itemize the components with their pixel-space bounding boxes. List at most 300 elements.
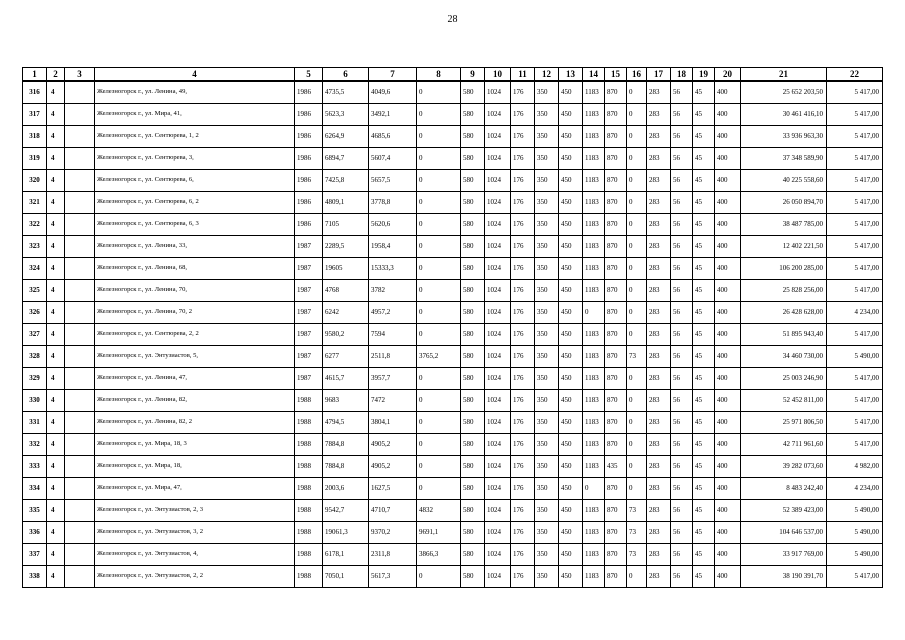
table-cell: 870	[605, 236, 627, 258]
table-cell: 4809,1	[323, 192, 369, 214]
table-cell: 56	[671, 258, 693, 280]
table-cell: 1627,5	[369, 478, 417, 500]
address-cell: Железногорск г., ул. Ленина, 33,	[95, 236, 295, 258]
table-cell: 4	[47, 236, 65, 258]
table-body	[23, 81, 883, 588]
address-cell: Железногорск г., ул. Энтузиастов, 4,	[95, 544, 295, 566]
table-cell: 1183	[583, 148, 605, 170]
table-cell: 1987	[295, 236, 323, 258]
table-cell: 0	[417, 148, 461, 170]
table-cell: 0	[627, 126, 647, 148]
table-row	[23, 390, 883, 412]
table-cell: 350	[535, 214, 559, 236]
table-cell: 870	[605, 126, 627, 148]
table-cell: 1987	[295, 346, 323, 368]
table-cell: 33 936 963,30	[741, 126, 827, 148]
table-cell: 1987	[295, 258, 323, 280]
address-cell: Железногорск г., ул. Ленина, 47,	[95, 368, 295, 390]
table-cell: 176	[511, 544, 535, 566]
table-cell: 450	[559, 280, 583, 302]
table-cell: 40 225 558,60	[741, 170, 827, 192]
table-cell: 4 234,00	[827, 302, 883, 324]
table-cell: 0	[627, 192, 647, 214]
table-cell: 176	[511, 522, 535, 544]
table-cell	[65, 478, 95, 500]
table-cell: 7884,8	[323, 456, 369, 478]
column-header-11: 11	[511, 68, 535, 82]
table-cell: 283	[647, 148, 671, 170]
table-cell: 176	[511, 368, 535, 390]
table-cell: 1024	[485, 324, 511, 346]
column-header-5: 5	[295, 68, 323, 82]
table-cell: 4	[47, 126, 65, 148]
table-cell: 0	[627, 302, 647, 324]
table-cell: 56	[671, 192, 693, 214]
table-cell: 0	[417, 302, 461, 324]
table-cell: 0	[627, 170, 647, 192]
table-cell: 1024	[485, 126, 511, 148]
table-cell: 0	[627, 104, 647, 126]
table-cell: 1024	[485, 236, 511, 258]
table-cell: 56	[671, 456, 693, 478]
table-cell: 1183	[583, 81, 605, 104]
table-cell: 6242	[323, 302, 369, 324]
table-cell: 4957,2	[369, 302, 417, 324]
table-cell: 56	[671, 390, 693, 412]
table-cell: 1986	[295, 104, 323, 126]
column-header-17: 17	[647, 68, 671, 82]
table-cell: 56	[671, 280, 693, 302]
table-cell: 7594	[369, 324, 417, 346]
table-cell: 6178,1	[323, 544, 369, 566]
table-cell: 1183	[583, 258, 605, 280]
table-cell: 580	[461, 324, 485, 346]
table-cell: 56	[671, 478, 693, 500]
table-cell: 870	[605, 104, 627, 126]
table-cell: 1986	[295, 81, 323, 104]
table-cell: 1988	[295, 500, 323, 522]
table-cell: 400	[715, 368, 741, 390]
table-cell	[65, 302, 95, 324]
table-cell: 580	[461, 500, 485, 522]
table-cell: 1988	[295, 522, 323, 544]
table-cell: 6277	[323, 346, 369, 368]
column-header-9: 9	[461, 68, 485, 82]
table-cell: 870	[605, 170, 627, 192]
table-cell: 7472	[369, 390, 417, 412]
table-cell: 400	[715, 280, 741, 302]
table-cell: 176	[511, 566, 535, 588]
table-cell: 870	[605, 302, 627, 324]
table-cell: 283	[647, 434, 671, 456]
table-cell	[65, 522, 95, 544]
table-cell: 5 490,00	[827, 522, 883, 544]
table-row	[23, 104, 883, 126]
table-cell: 350	[535, 258, 559, 280]
table-cell: 1988	[295, 544, 323, 566]
table-cell: 4	[47, 302, 65, 324]
table-cell: 1024	[485, 500, 511, 522]
table-cell: 5 417,00	[827, 324, 883, 346]
table-cell: 337	[23, 544, 47, 566]
table-cell: 450	[559, 478, 583, 500]
table-cell: 176	[511, 412, 535, 434]
table-cell: 4	[47, 258, 65, 280]
table-cell: 325	[23, 280, 47, 302]
table-cell: 26 428 628,00	[741, 302, 827, 324]
table-cell: 5620,6	[369, 214, 417, 236]
table-cell: 56	[671, 104, 693, 126]
table-cell: 5 417,00	[827, 170, 883, 192]
table-cell: 435	[605, 456, 627, 478]
table-cell: 6264,9	[323, 126, 369, 148]
address-cell: Железногорск г., ул. Энтузиастов, 2, 2	[95, 566, 295, 588]
table-cell: 7105	[323, 214, 369, 236]
table-cell: 34 460 730,00	[741, 346, 827, 368]
table-cell: 283	[647, 478, 671, 500]
table-cell: 4	[47, 192, 65, 214]
table-cell: 324	[23, 258, 47, 280]
table-cell: 338	[23, 566, 47, 588]
table-cell: 4	[47, 544, 65, 566]
table-cell: 580	[461, 104, 485, 126]
table-cell: 1987	[295, 324, 323, 346]
table-cell: 0	[417, 412, 461, 434]
table-cell	[65, 104, 95, 126]
table-cell	[65, 368, 95, 390]
table-cell	[65, 280, 95, 302]
table-cell: 580	[461, 214, 485, 236]
table-cell: 30 461 416,10	[741, 104, 827, 126]
table-cell: 1988	[295, 390, 323, 412]
table-cell: 25 652 203,50	[741, 81, 827, 104]
table-cell: 0	[417, 368, 461, 390]
table-cell: 450	[559, 390, 583, 412]
table-cell	[65, 214, 95, 236]
address-cell: Железногорск г., ул. Ленина, 70, 2	[95, 302, 295, 324]
table-cell: 450	[559, 214, 583, 236]
table-cell: 1958,4	[369, 236, 417, 258]
table-cell: 4	[47, 478, 65, 500]
table-cell: 350	[535, 566, 559, 588]
address-cell: Железногорск г., ул. Энтузиастов, 2, 3	[95, 500, 295, 522]
table-cell	[65, 346, 95, 368]
table-cell: 1183	[583, 236, 605, 258]
table-cell: 176	[511, 302, 535, 324]
table-cell: 350	[535, 500, 559, 522]
table-cell: 0	[627, 478, 647, 500]
table-cell: 1986	[295, 214, 323, 236]
table-cell	[65, 81, 95, 104]
table-cell: 870	[605, 280, 627, 302]
table-cell: 1988	[295, 434, 323, 456]
table-cell: 333	[23, 456, 47, 478]
table-cell: 5657,5	[369, 170, 417, 192]
table-cell: 450	[559, 368, 583, 390]
table-cell: 1183	[583, 456, 605, 478]
table-cell: 5617,3	[369, 566, 417, 588]
table-cell: 870	[605, 192, 627, 214]
table-cell: 1988	[295, 478, 323, 500]
table-cell: 283	[647, 368, 671, 390]
table-cell: 4	[47, 412, 65, 434]
table-cell: 283	[647, 214, 671, 236]
table-row	[23, 280, 883, 302]
table-cell: 4 982,00	[827, 456, 883, 478]
table-cell: 0	[627, 214, 647, 236]
table-cell: 0	[583, 302, 605, 324]
table-cell: 4	[47, 456, 65, 478]
table-cell: 1024	[485, 566, 511, 588]
table-cell: 580	[461, 192, 485, 214]
table-cell: 283	[647, 104, 671, 126]
column-header-14: 14	[583, 68, 605, 82]
table-cell: 1024	[485, 522, 511, 544]
table-cell: 56	[671, 544, 693, 566]
table-cell: 0	[417, 126, 461, 148]
column-header-15: 15	[605, 68, 627, 82]
table-cell: 870	[605, 522, 627, 544]
table-row	[23, 456, 883, 478]
table-cell: 4	[47, 500, 65, 522]
table-cell: 870	[605, 566, 627, 588]
address-cell: Железногорск г., ул. Ленина, 82, 2	[95, 412, 295, 434]
table-cell: 319	[23, 148, 47, 170]
table-cell: 0	[627, 412, 647, 434]
table-row	[23, 148, 883, 170]
table-cell: 450	[559, 324, 583, 346]
table-cell: 1183	[583, 104, 605, 126]
column-header-1: 1	[23, 68, 47, 82]
table-cell: 1183	[583, 368, 605, 390]
table-cell: 1024	[485, 412, 511, 434]
table-cell: 450	[559, 456, 583, 478]
column-header-6: 6	[323, 68, 369, 82]
table-cell: 4	[47, 368, 65, 390]
table-cell: 350	[535, 412, 559, 434]
table-cell: 283	[647, 170, 671, 192]
table-cell: 328	[23, 346, 47, 368]
table-cell: 0	[417, 104, 461, 126]
column-header-19: 19	[693, 68, 715, 82]
table-cell: 1183	[583, 500, 605, 522]
table-cell: 316	[23, 81, 47, 104]
table-cell: 8 483 242,40	[741, 478, 827, 500]
table-cell: 45	[693, 346, 715, 368]
table-cell: 7425,8	[323, 170, 369, 192]
table-row	[23, 214, 883, 236]
table-cell: 321	[23, 192, 47, 214]
table-cell: 38 487 785,00	[741, 214, 827, 236]
table-cell: 350	[535, 280, 559, 302]
column-header-20: 20	[715, 68, 741, 82]
table-cell: 580	[461, 390, 485, 412]
table-cell: 350	[535, 192, 559, 214]
table-cell: 4710,7	[369, 500, 417, 522]
table-cell: 450	[559, 170, 583, 192]
column-header-12: 12	[535, 68, 559, 82]
table-cell: 45	[693, 81, 715, 104]
table-cell: 400	[715, 192, 741, 214]
table-cell: 176	[511, 390, 535, 412]
table-cell: 37 348 589,90	[741, 148, 827, 170]
table-cell: 4768	[323, 280, 369, 302]
table-cell: 73	[627, 522, 647, 544]
table-cell	[65, 500, 95, 522]
table-cell: 283	[647, 81, 671, 104]
table-cell: 5 417,00	[827, 368, 883, 390]
table-cell: 450	[559, 500, 583, 522]
table-cell: 336	[23, 522, 47, 544]
table-cell: 176	[511, 258, 535, 280]
table-cell: 9542,7	[323, 500, 369, 522]
table-cell: 400	[715, 302, 741, 324]
table-cell: 51 895 943,40	[741, 324, 827, 346]
table-cell: 45	[693, 170, 715, 192]
table-cell: 450	[559, 412, 583, 434]
table-cell: 0	[627, 81, 647, 104]
table-cell: 0	[417, 81, 461, 104]
table-row	[23, 412, 883, 434]
table-cell: 2511,8	[369, 346, 417, 368]
table-cell: 56	[671, 214, 693, 236]
table-cell	[65, 236, 95, 258]
table-cell: 5 490,00	[827, 544, 883, 566]
table-cell: 176	[511, 456, 535, 478]
table-cell: 5 417,00	[827, 192, 883, 214]
table-cell: 56	[671, 324, 693, 346]
table-cell: 45	[693, 192, 715, 214]
table-cell: 450	[559, 104, 583, 126]
address-cell: Железногорск г., ул. Мира, 41,	[95, 104, 295, 126]
table-cell: 9580,2	[323, 324, 369, 346]
table-cell: 45	[693, 368, 715, 390]
table-cell: 350	[535, 390, 559, 412]
table-row	[23, 81, 883, 104]
table-cell: 1988	[295, 566, 323, 588]
address-cell: Железногорск г., ул. Сентюрева, 3,	[95, 148, 295, 170]
table-cell: 9691,1	[417, 522, 461, 544]
table-cell: 870	[605, 148, 627, 170]
table-cell: 400	[715, 148, 741, 170]
table-cell	[65, 544, 95, 566]
table-cell: 400	[715, 236, 741, 258]
table-cell: 1024	[485, 280, 511, 302]
table-cell: 0	[627, 280, 647, 302]
table-cell: 9683	[323, 390, 369, 412]
table-cell: 45	[693, 302, 715, 324]
table-cell: 326	[23, 302, 47, 324]
table-cell: 331	[23, 412, 47, 434]
table-cell: 450	[559, 148, 583, 170]
table-cell: 5 417,00	[827, 126, 883, 148]
table-cell: 0	[417, 434, 461, 456]
table-row	[23, 346, 883, 368]
column-header-22: 22	[827, 68, 883, 82]
table-row	[23, 126, 883, 148]
table-cell: 4	[47, 81, 65, 104]
table-cell: 52 452 811,00	[741, 390, 827, 412]
table-cell: 400	[715, 126, 741, 148]
table-cell: 3765,2	[417, 346, 461, 368]
table-row	[23, 522, 883, 544]
table-cell: 45	[693, 544, 715, 566]
table-cell: 400	[715, 500, 741, 522]
table-cell: 580	[461, 478, 485, 500]
table-cell: 45	[693, 280, 715, 302]
table-cell: 450	[559, 346, 583, 368]
table-cell: 400	[715, 456, 741, 478]
table-cell: 5 417,00	[827, 412, 883, 434]
table-cell: 1986	[295, 126, 323, 148]
table-cell: 400	[715, 81, 741, 104]
table-cell: 0	[627, 236, 647, 258]
table-cell: 4832	[417, 500, 461, 522]
table-cell: 1024	[485, 104, 511, 126]
table-cell: 450	[559, 544, 583, 566]
table-cell: 332	[23, 434, 47, 456]
table-cell: 870	[605, 324, 627, 346]
table-cell: 56	[671, 434, 693, 456]
table-cell: 450	[559, 81, 583, 104]
table-cell: 870	[605, 346, 627, 368]
table-cell: 176	[511, 170, 535, 192]
table-cell: 1024	[485, 346, 511, 368]
table-cell: 2003,6	[323, 478, 369, 500]
table-cell: 106 200 285,00	[741, 258, 827, 280]
table-cell	[65, 170, 95, 192]
table-cell	[65, 192, 95, 214]
table-row	[23, 170, 883, 192]
table-cell: 317	[23, 104, 47, 126]
table-cell: 580	[461, 302, 485, 324]
table-cell: 400	[715, 522, 741, 544]
table-cell: 350	[535, 544, 559, 566]
table-cell: 0	[417, 478, 461, 500]
table-cell: 580	[461, 280, 485, 302]
table-cell: 4	[47, 104, 65, 126]
table-cell: 5 417,00	[827, 258, 883, 280]
table-cell: 4	[47, 346, 65, 368]
table-cell: 580	[461, 170, 485, 192]
table-cell: 0	[417, 324, 461, 346]
table-cell: 350	[535, 368, 559, 390]
table-cell: 283	[647, 346, 671, 368]
table-cell: 4	[47, 566, 65, 588]
table-cell: 52 389 423,00	[741, 500, 827, 522]
table-cell: 4	[47, 434, 65, 456]
table-cell	[65, 566, 95, 588]
table-cell: 4905,2	[369, 434, 417, 456]
table-cell: 56	[671, 346, 693, 368]
table-cell: 5 490,00	[827, 500, 883, 522]
table-cell: 4735,5	[323, 81, 369, 104]
table-cell: 320	[23, 170, 47, 192]
table-cell: 350	[535, 148, 559, 170]
table-cell: 176	[511, 478, 535, 500]
table-cell: 56	[671, 170, 693, 192]
address-cell: Железногорск г., ул. Сентюрева, 6,	[95, 170, 295, 192]
table-cell: 322	[23, 214, 47, 236]
table-cell: 450	[559, 434, 583, 456]
table-cell: 0	[627, 566, 647, 588]
table-cell	[65, 390, 95, 412]
table-cell: 0	[627, 434, 647, 456]
table-cell: 580	[461, 456, 485, 478]
table-cell: 350	[535, 236, 559, 258]
table-cell: 283	[647, 390, 671, 412]
table-cell: 1024	[485, 81, 511, 104]
